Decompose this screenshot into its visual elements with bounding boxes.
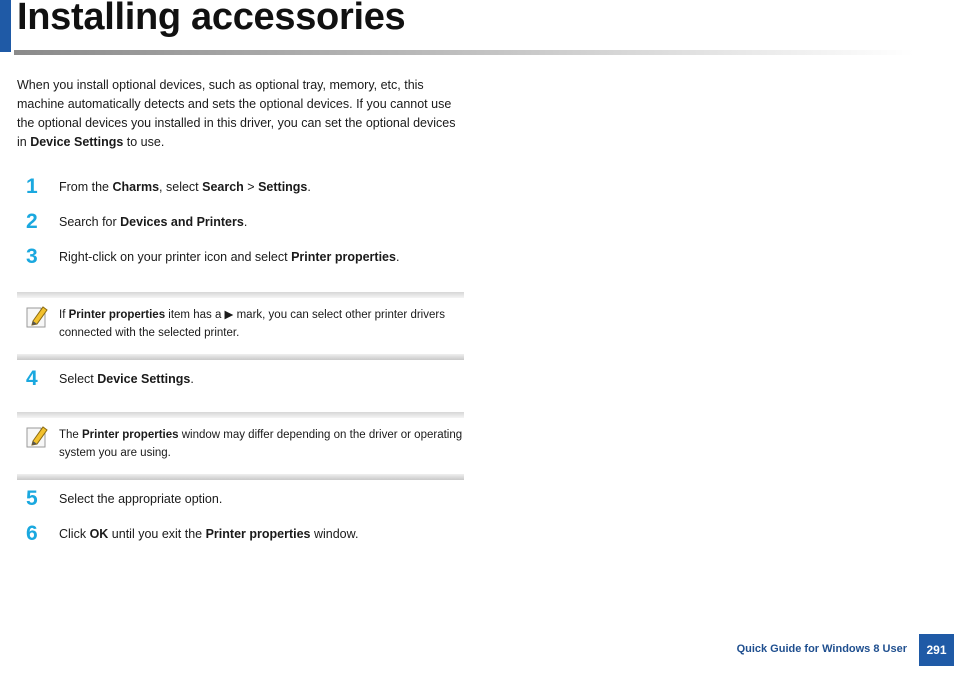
step-number: 1	[26, 175, 38, 198]
step-number: 4	[26, 367, 38, 390]
note-pencil-icon	[24, 304, 50, 330]
note-text: If Printer properties item has a ▶ mark, you can select other printer drivers connected with the selected printer.	[59, 309, 445, 339]
intro-paragraph	[17, 76, 467, 152]
page-number-badge: 291	[919, 634, 954, 666]
intro-bold: Device Settings	[30, 135, 124, 149]
step-text: Select the appropriate option.	[59, 492, 223, 506]
step-text: Select Device Settings.	[59, 372, 194, 386]
title-underline	[14, 50, 914, 55]
note-bottom-bar	[17, 474, 464, 480]
step-number: 3	[26, 245, 38, 268]
step-text: Search for Devices and Printers.	[59, 215, 248, 229]
intro-text-1: When you install optional devices, such as optional tray, memory, etc, this machine automatically detects and sets the optional devices. If you cannot use the optional devices you installed in this driver, you can set the optional devices in	[17, 78, 456, 149]
note-text: The Printer properties window may differ depending on the driver or operating system you are using.	[59, 429, 463, 459]
step-number: 6	[26, 522, 38, 545]
note-box-2	[17, 406, 464, 486]
note-pencil-icon	[24, 424, 50, 450]
note-top-bar	[17, 292, 464, 298]
footer-guide-label: Quick Guide for Windows 8 User	[736, 643, 907, 655]
step-text: Click OK until you exit the Printer properties window.	[59, 527, 359, 541]
page-title: Installing accessories	[17, 0, 406, 38]
note-bottom-bar	[17, 354, 464, 360]
step-number: 2	[26, 210, 38, 233]
title-accent-bar	[0, 0, 11, 52]
step-text: From the Charms, select Search > Settings.	[59, 180, 311, 194]
triangle-mark-icon: ▶	[224, 309, 234, 321]
step-text: Right-click on your printer icon and select Printer properties.	[59, 250, 400, 264]
step-number: 5	[26, 487, 38, 510]
intro-text-2: to use.	[123, 135, 165, 149]
note-box-1	[17, 286, 464, 366]
note-top-bar	[17, 412, 464, 418]
